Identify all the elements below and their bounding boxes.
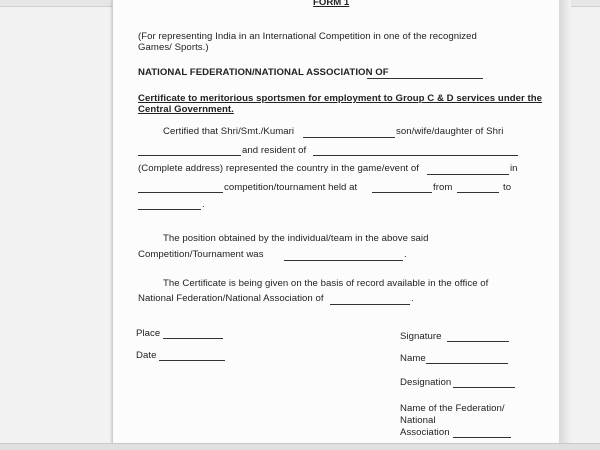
to-date-blank xyxy=(138,209,201,210)
venue-blank xyxy=(372,192,432,193)
federation-name-blank xyxy=(453,437,511,438)
place-blank xyxy=(163,338,223,339)
to-label: to xyxy=(503,182,512,193)
certificate-heading-line-1: Certificate to meritorious sportsmen for employment to Group C & D services under the xyxy=(138,93,543,104)
subtitle-line-2: Games/ Sports.) xyxy=(138,42,209,53)
certified-that-label: Certified that Shri/Smt./Kumari xyxy=(163,126,295,137)
page-shadow xyxy=(559,0,571,445)
father-name-blank xyxy=(138,155,241,156)
position-line-1: The position obtained by the individual/team in the above said xyxy=(163,233,429,244)
record-line-2: National Federation/National Association of xyxy=(138,293,324,304)
federation-name-line-3: Association xyxy=(400,427,450,438)
signature-blank xyxy=(447,341,509,342)
designation-blank xyxy=(453,387,515,388)
designation-label: Designation xyxy=(400,377,452,388)
document-page xyxy=(112,0,561,445)
competition-held-at-label: competition/tournament held at xyxy=(224,182,358,193)
name-blank xyxy=(303,137,395,138)
in-label: in xyxy=(510,163,518,174)
record-line-1: The Certificate is being given on the basis of record available in the office of xyxy=(163,278,489,289)
para1-dot: . xyxy=(202,199,205,210)
date-label: Date xyxy=(136,350,157,361)
certificate-heading-line-2: Central Government. xyxy=(138,104,234,115)
para2-dot: . xyxy=(404,249,407,260)
competition-blank xyxy=(138,192,223,193)
address-blank xyxy=(313,155,518,156)
date-blank xyxy=(159,360,225,361)
name-field-blank xyxy=(426,363,508,364)
signature-label: Signature xyxy=(400,331,442,342)
position-blank xyxy=(284,260,403,261)
para3-dot: . xyxy=(411,293,414,304)
bottom-scroll-strip xyxy=(0,443,600,450)
form-title: FORM 1 xyxy=(313,0,350,8)
place-label: Place xyxy=(136,328,161,339)
from-label: from xyxy=(433,182,453,193)
federation-blank xyxy=(367,78,483,79)
complete-address-label: (Complete address) represented the country in the game/event of xyxy=(138,163,419,174)
federation-heading: NATIONAL FEDERATION/NATIONAL ASSOCIATION OF xyxy=(138,67,389,78)
position-line-2: Competition/Tournament was xyxy=(138,249,264,260)
name-label: Name xyxy=(400,353,426,364)
record-federation-blank xyxy=(330,304,410,305)
federation-name-line-2: National xyxy=(400,415,436,426)
from-date-blank xyxy=(457,192,499,193)
subtitle-line-1: (For representing India in an International Competition in one of the recognized xyxy=(138,31,477,42)
son-wife-daughter-label: son/wife/daughter of Shri xyxy=(396,126,504,137)
resident-of-label: and resident of xyxy=(242,145,307,156)
game-event-blank xyxy=(427,174,509,175)
federation-name-line-1: Name of the Federation/ xyxy=(400,403,505,414)
